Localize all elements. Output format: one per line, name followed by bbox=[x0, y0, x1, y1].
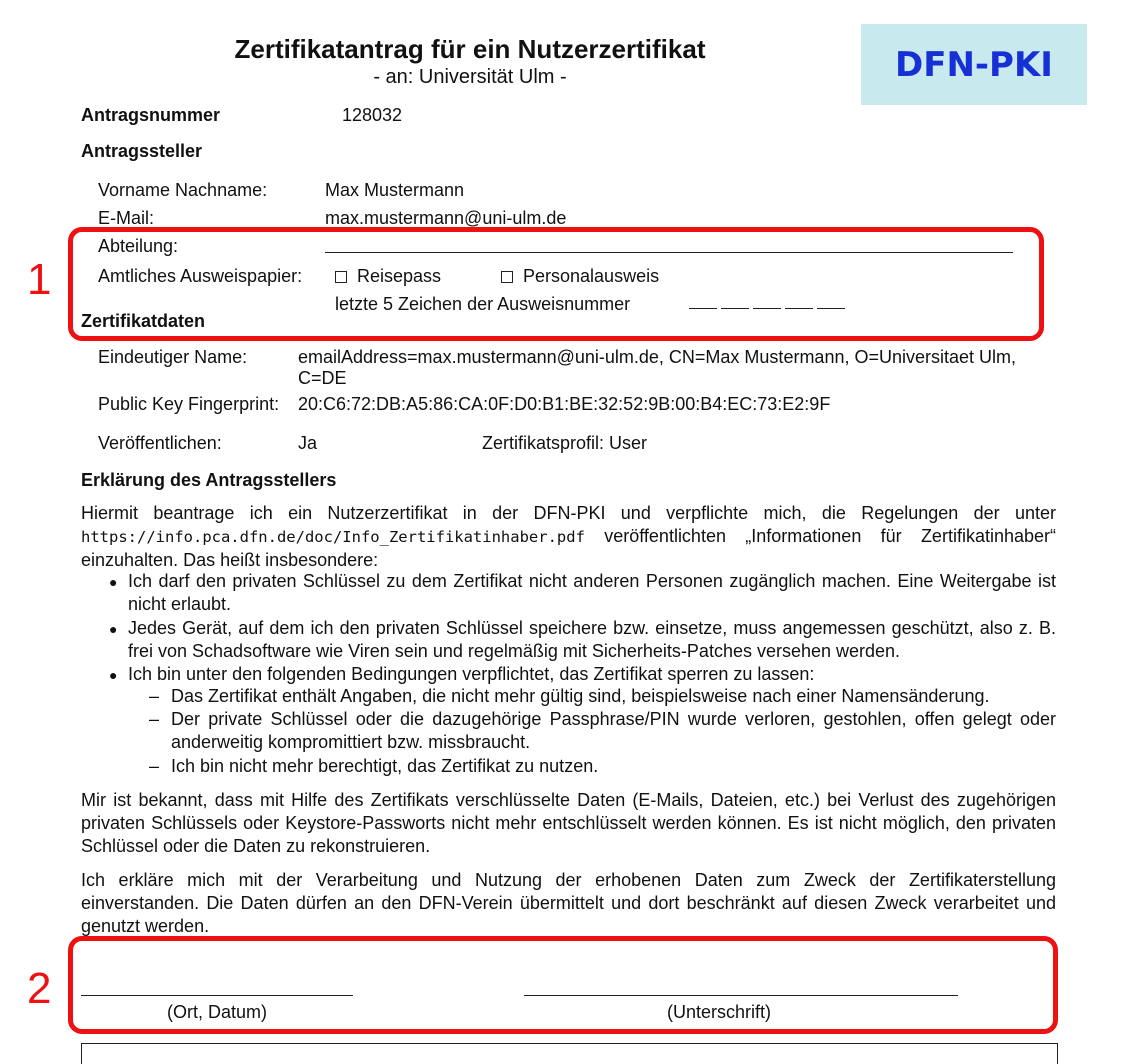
email-value: max.mustermann@uni-ulm.de bbox=[325, 208, 567, 228]
bullet-item: Ich bin unter den folgenden Bedingungen verpflichtet, das Zertifikat sperren zu lassen: bbox=[128, 664, 815, 684]
fingerprint-label: Public Key Fingerprint: bbox=[98, 394, 280, 414]
dn-label: Eindeutiger Name: bbox=[98, 347, 248, 367]
annotation-number-1: 1 bbox=[27, 255, 52, 304]
declaration-paragraph-2: Mir ist bekannt, dass mit Hilfe des Zertifikats verschlüsselte Daten (E-Mails, Dateien, etc.) bei Verlust des zugehörigen privaten Schlüssels oder Keystore-Passworts nicht mehr entschlüsselt werden können. Es ist nicht möglich, den privaten Schlüssel oder die Daten zu rekonstruieren. bbox=[81, 790, 1056, 856]
request-number-value: 128032 bbox=[342, 105, 403, 125]
sub-bullet-item: Ich bin nicht mehr berechtigt, das Zertifikat zu nutzen. bbox=[171, 756, 599, 776]
place-date-label: (Ort, Datum) bbox=[166, 1002, 267, 1022]
fingerprint-value: 20:C6:72:DB:A5:86:CA:0F:D0:B1:BE:32:52:9B:00:B4:EC:73:E2:9F bbox=[298, 394, 831, 414]
sub-bullet-item: Das Zertifikat enthält Angaben, die nicht mehr gültig sind, beispielsweise nach einer Namensänderung. bbox=[171, 686, 990, 706]
bullet-item: Ich darf den privaten Schlüssel zu dem Zertifikat nicht anderen Personen zugänglich machen. Eine Weitergabe ist nicht erlaubt. bbox=[128, 571, 1056, 614]
email-label: E-Mail: bbox=[98, 208, 155, 228]
name-value: Max Mustermann bbox=[325, 180, 465, 200]
dfn-pki-logo: DFN-PKI bbox=[861, 24, 1087, 105]
id-card-label: Personalausweis bbox=[523, 266, 660, 286]
publish-label: Veröffentlichen: bbox=[98, 433, 222, 453]
department-label: Abteilung: bbox=[98, 236, 179, 256]
name-label: Vorname Nachname: bbox=[98, 180, 268, 200]
signature-label: (Unterschrift) bbox=[666, 1002, 771, 1022]
info-url-link[interactable]: https://info.pca.dfn.de/doc/Info_Zertifikatinhaber.pdf bbox=[81, 528, 585, 546]
applicant-heading: Antragssteller bbox=[81, 141, 203, 161]
passport-label: Reisepass bbox=[357, 266, 442, 286]
request-number-label: Antragsnummer bbox=[81, 105, 221, 125]
dash-icon: – bbox=[149, 686, 160, 706]
annotation-number-2: 2 bbox=[27, 964, 52, 1013]
sub-bullet-item: Der private Schlüssel oder die dazugehörige Passphrase/PIN wurde verloren, gestohlen, offen gelegt oder anderweitig kompromittiert bzw. missbraucht. bbox=[171, 709, 1056, 752]
declaration-heading: Erklärung des Antragsstellers bbox=[81, 470, 337, 490]
certificate-heading: Zertifikatdaten bbox=[81, 311, 206, 331]
declaration-intro bbox=[81, 502, 1056, 572]
page-title: Zertifikatantrag für ein Nutzerzertifikat bbox=[234, 34, 706, 64]
bullet-icon: ● bbox=[109, 667, 118, 683]
next-section-frame bbox=[81, 1043, 1058, 1064]
dash-icon: – bbox=[149, 756, 160, 776]
id-last-chars-label: letzte 5 Zeichen der Ausweisnummer bbox=[335, 294, 631, 314]
publish-value: Ja bbox=[298, 433, 318, 453]
id-document-label: Amtliches Ausweispapier: bbox=[98, 266, 303, 286]
dn-value-line1: emailAddress=max.mustermann@uni-ulm.de, CN=Max Mustermann, O=Universitaet Ulm, bbox=[298, 347, 1017, 367]
declaration-intro-part2: veröffentlichten „Informationen für Zertifikatinhaber“ einzuhalten. Das heißt insbesondere: bbox=[81, 526, 1056, 570]
page-subtitle: - an: Universität Ulm - bbox=[373, 66, 567, 88]
certificate-profile: Zertifikatsprofil: User bbox=[482, 433, 648, 453]
declaration-intro-part1: Hiermit beantrage ich ein Nutzerzertifikat in der DFN-PKI und verpflichte mich, die Regelungen der unter bbox=[81, 503, 1056, 523]
annotation-box-2 bbox=[68, 936, 1058, 1034]
bullet-icon: ● bbox=[109, 574, 118, 590]
annotation-box-1 bbox=[68, 227, 1044, 341]
dn-value-line2: C=DE bbox=[298, 368, 347, 388]
declaration-paragraph-3: Ich erkläre mich mit der Verarbeitung und Nutzung der erhobenen Daten zum Zweck der Zertifikaterstellung einverstanden. Die Daten dürfen an den DFN-Verein übermittelt und dort beschränkt auf diesen Zweck verarbeitet und genutzt werden. bbox=[81, 870, 1056, 936]
bullet-icon: ● bbox=[109, 621, 118, 637]
dash-icon: – bbox=[149, 709, 160, 729]
bullet-item: Jedes Gerät, auf dem ich den privaten Schlüssel speichere bzw. einsetze, muss angemessen geschützt, also z. B. frei von Schadsoftware wie Viren sein und regelmäßig mit Sicherheits-Patches versehen werden. bbox=[128, 618, 1056, 661]
